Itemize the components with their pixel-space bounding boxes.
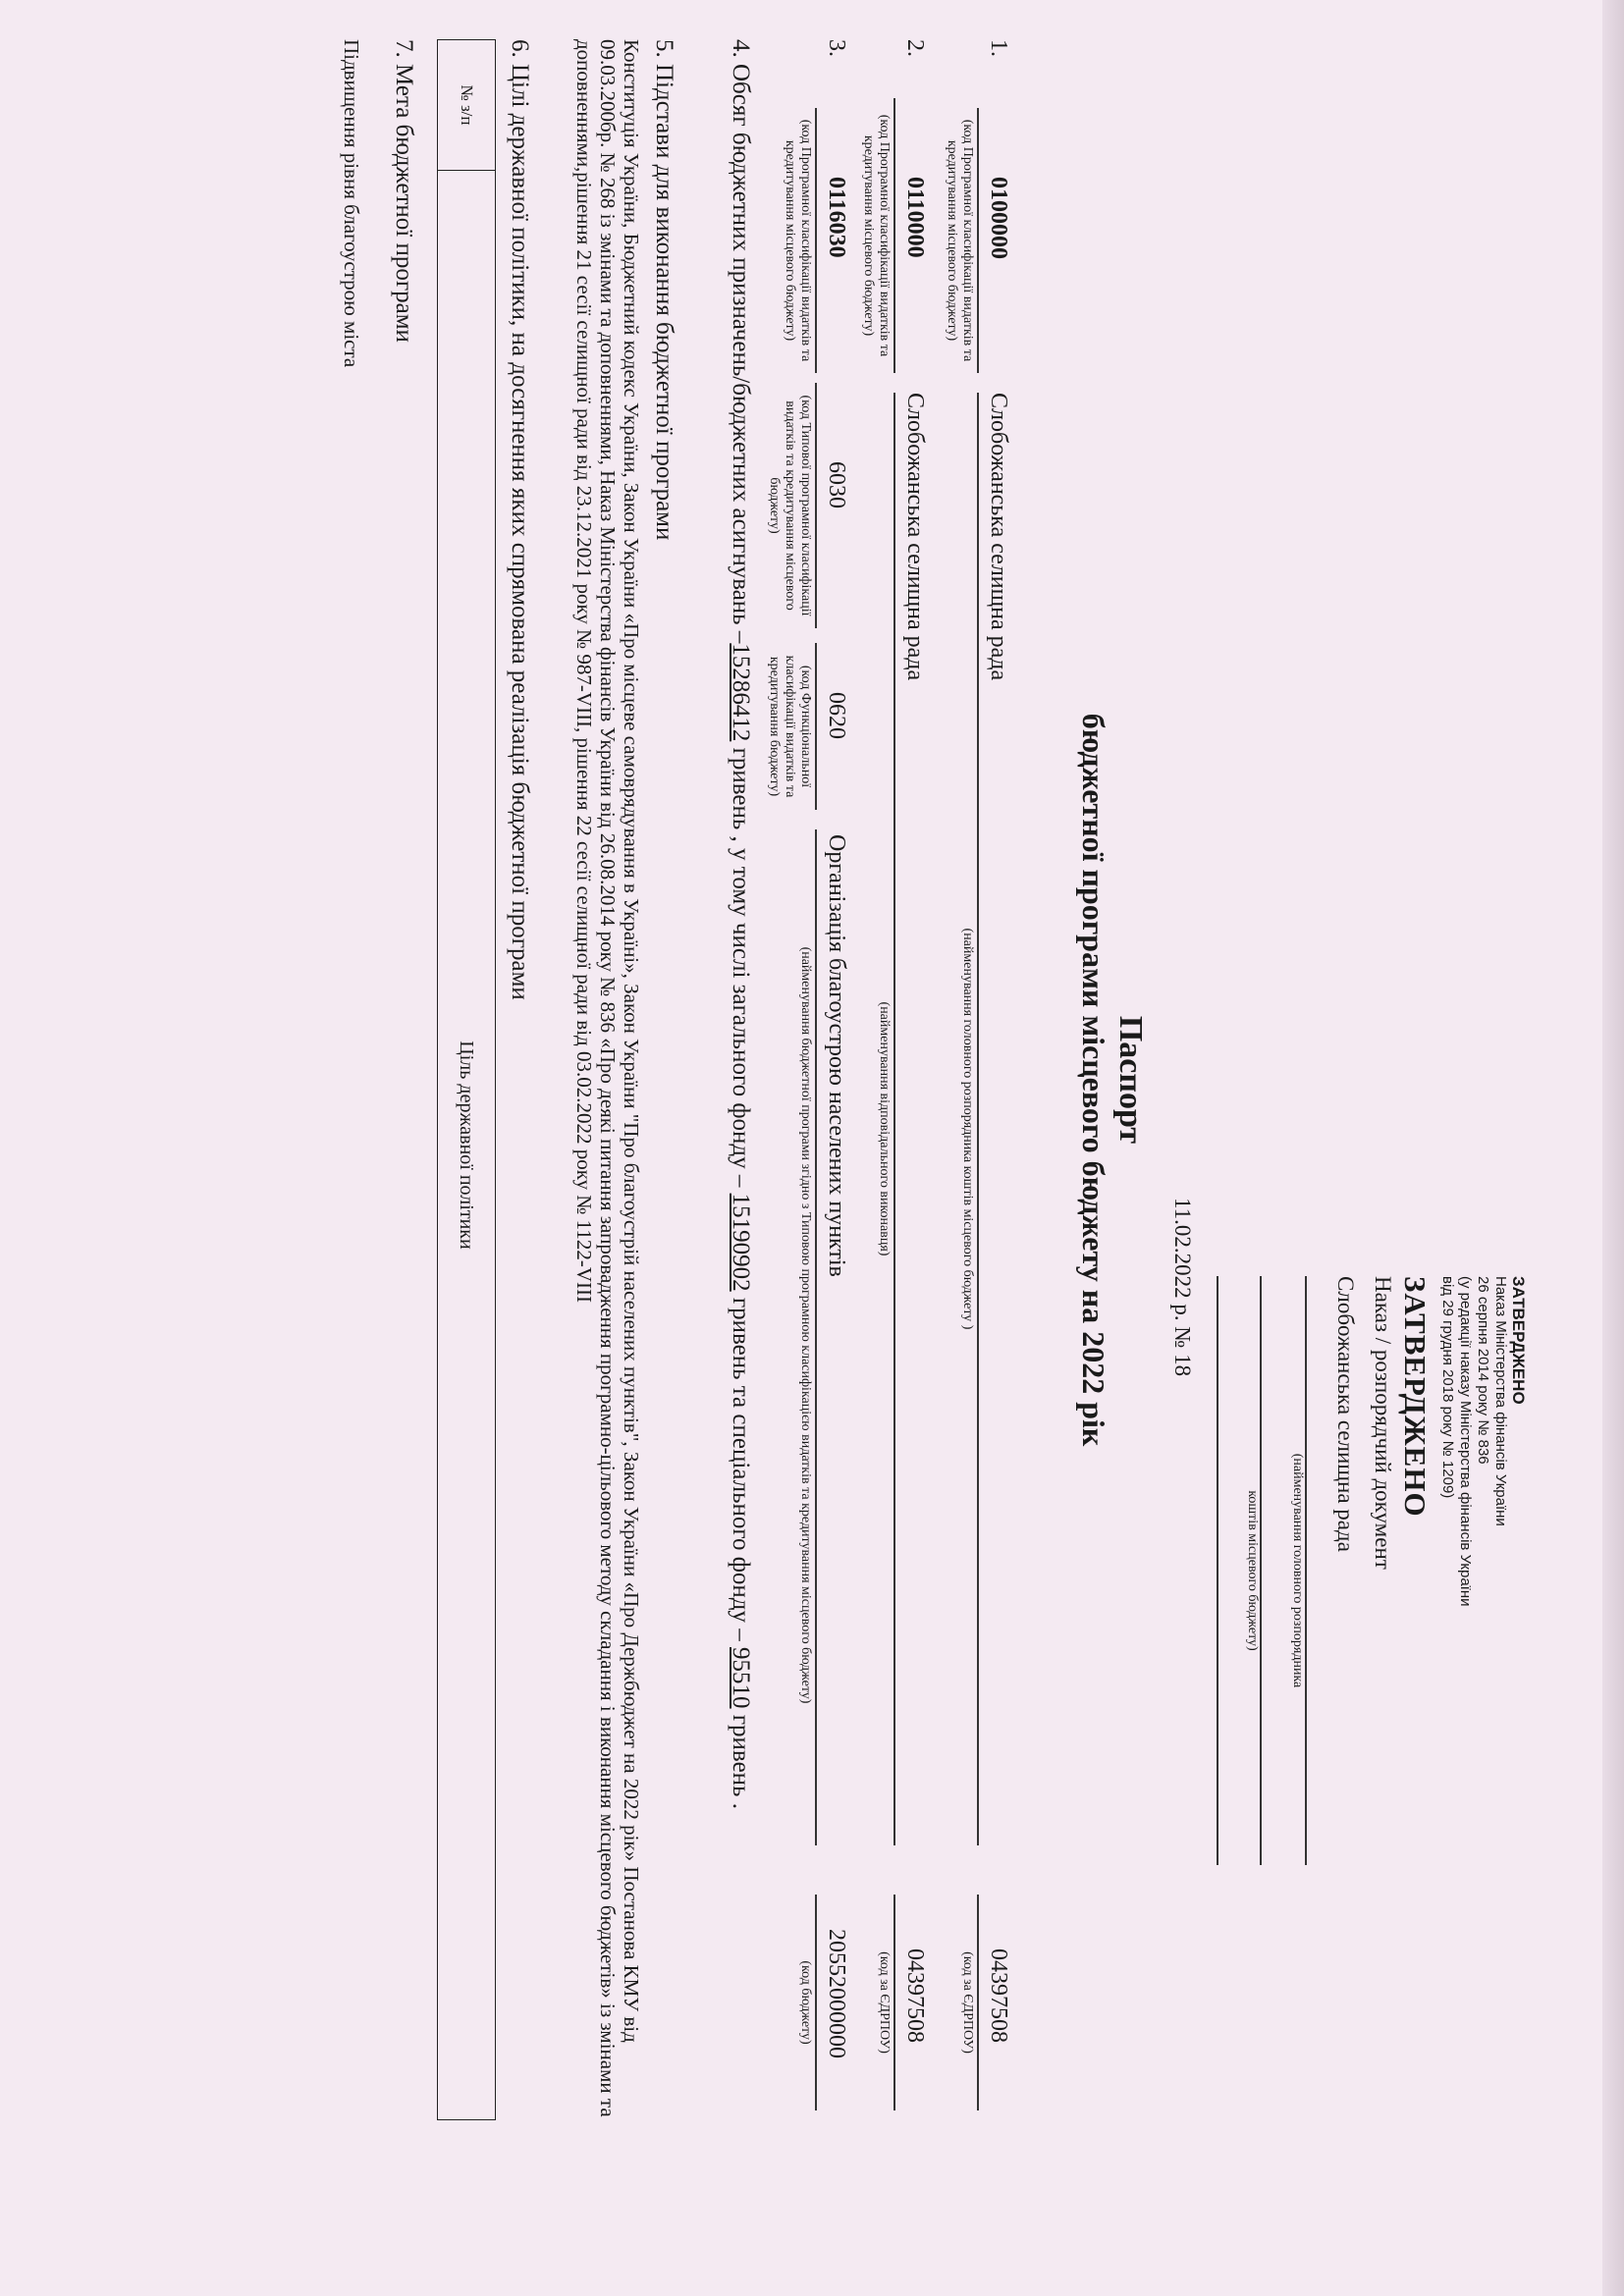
row-2-number: 2. <box>902 39 928 57</box>
section-7-heading: 7. Мета бюджетної програми <box>391 39 417 343</box>
row-1-code-caption: (код Програмної класифікації видатків та кредитування місцевого бюджету) <box>945 119 975 362</box>
stamp-line: (у редакції наказу Міністерства фінансів України <box>1457 1276 1474 1607</box>
general-fund-amount: 15190902 <box>728 1193 754 1292</box>
row-2-name: Слобожанська селищна рада <box>902 393 928 681</box>
row-3-func-code: 0620 <box>824 692 849 739</box>
approval-stamp <box>1438 1276 1527 1904</box>
row-3-budget-caption: (код бюджету) <box>798 1960 813 2045</box>
stamp-title: ЗАТВЕРДЖЕНО <box>1509 1276 1528 1405</box>
section-4-mid1: гривень , у тому числі загального фонду – <box>728 741 754 1194</box>
row-3-typical-caption: (код Типової програмної класифікації видатків та кредитування місцевого бюджету) <box>767 395 813 616</box>
org-rule <box>1305 1276 1307 1865</box>
row-3-name-caption: (найменування бюджетної програми згідно з Типовою програмною класифікацією видатків та кредитування місцевого бюджету) <box>798 946 813 1704</box>
row-2-code: 0110000 <box>902 177 928 258</box>
row-2-edrpou-rule <box>893 1895 895 2110</box>
approval-block <box>1169 1198 1528 1904</box>
row-3-typical-rule <box>815 383 817 628</box>
goal-col-num: № з/п <box>438 40 496 171</box>
document-title <box>1075 687 1149 1472</box>
row-2-edrpou-caption: (код за ЄДРПОУ) <box>877 1951 892 2054</box>
row-1-code: 0100000 <box>986 177 1011 259</box>
goal-table <box>437 39 496 2120</box>
row-2-name-caption: (найменування відповідального виконавця) <box>877 1001 892 1256</box>
section-7-text: Підвищення рівня благоустрою міста <box>340 39 363 368</box>
row-2-name-rule <box>893 393 895 1845</box>
row-1-edrpou: 04397508 <box>986 1949 1011 2043</box>
row-3-func-rule <box>815 643 817 810</box>
row-1-edrpou-caption: (код за ЄДРПОУ) <box>960 1951 975 2054</box>
row-3-budget-code: 20552000000 <box>824 1929 849 2058</box>
section-6-heading: 6. Цілі державної політики, на досягнення яких спрямована реалізація бюджетної програми <box>507 39 533 1000</box>
row-3-number: 3. <box>824 39 849 57</box>
org-caption: (найменування головного розпорядника <box>1290 1453 1305 1688</box>
title-subtitle: бюджетної програми місцевого бюджету на 2022 рік <box>1076 713 1111 1447</box>
stamp-line: 26 серпня 2014 року № 836 <box>1475 1276 1491 1465</box>
title-passport: Паспорт <box>1112 1015 1149 1145</box>
approved-heading: ЗАТВЕРДЖЕНО <box>1398 1276 1433 1518</box>
approval-organization: Слобожанська селищна рада <box>1333 1276 1358 1552</box>
stamp-line: від 29 грудня 2018 року № 1209) <box>1439 1276 1456 1499</box>
total-amount: 15286412 <box>728 643 754 742</box>
row-3-code-caption: (код Програмної класифікації видатків та кредитування місцевого бюджету) <box>783 119 813 362</box>
row-3-name-rule <box>815 829 817 1845</box>
approval-date-number: 11.02.2022 р. № 18 <box>1170 1198 1195 1377</box>
row-3-typical-code: 6030 <box>824 461 849 508</box>
date-rule <box>1217 1276 1218 1865</box>
row-3-code: 0116030 <box>824 177 849 258</box>
section-5-text: Конституція України, Бюджетний кодекс України, Закон України «Про місцеве самоврядування в Україні», Закон України "Про благоустрій населених пунктів", Закон України «Про Держбюджет на 2022 рік» Постанова КМУ від 09.03.200бр. № 268 із змінами та доповненнями, Наказ Міністерства фінансів України від 26.08.2014 року № 836 «Про деякі питання запровадження програмно-цільового методу складання і виконання місцевого бюджетів» із змінами та доповненнями,рішення 21 сесії селищної ради від 23.12.2021 року № 987-VІІІ, рішення 22 сесії селищної ради від 03.02.2022 року № 1122-VІІІ <box>572 39 643 2117</box>
row-1-number: 1. <box>986 39 1011 57</box>
row-3-name: Організація благоустрою населених пунктів <box>824 834 849 1277</box>
row-2-code-rule <box>893 98 895 373</box>
row-1-name-caption: (найменування головного розпорядника коштів місцевого бюджету ) <box>960 928 975 1330</box>
scan-edge <box>1602 0 1624 2296</box>
section-4-suffix: гривень . <box>728 1708 754 1809</box>
document-sheet <box>142 0 1596 2160</box>
section-4-prefix: 4. Обсяг бюджетних призначень/бюджетних асигнувань – <box>728 39 754 644</box>
row-3-budget-rule <box>815 1895 817 2110</box>
row-1-name: Слобожанська селищна рада <box>986 393 1011 681</box>
stamp-line: Наказ Міністерства фінансів України <box>1492 1276 1509 1526</box>
row-3-code-rule <box>815 108 817 373</box>
row-1-edrpou-rule <box>977 1895 979 2110</box>
row-1-code-rule <box>977 108 979 373</box>
row-1-name-rule <box>977 393 979 1845</box>
org-caption-2: коштів місцевого бюджету) <box>1245 1490 1260 1651</box>
goal-table-header <box>438 40 496 2120</box>
row-2-code-caption: (код Програмної класифікації видатків та кредитування місцевого бюджету) <box>861 114 892 357</box>
row-2-edrpou: 04397508 <box>902 1949 928 2043</box>
order-line: Наказ / розпорядчий документ <box>1371 1276 1395 1570</box>
goal-col-goal: Ціль державної політики <box>438 171 496 2120</box>
section-4-mid2: гривень та спеціального фонду – <box>728 1291 754 1641</box>
section-5-heading: 5. Підстави для виконання бюджетної програми <box>651 39 677 541</box>
row-3-func-caption: (код Функціональної класифікації видатків та кредитування бюджету) <box>767 655 813 798</box>
section-4-amounts <box>725 39 756 2120</box>
org-rule-2 <box>1260 1276 1262 1865</box>
special-fund-amount: 95510 <box>728 1647 754 1709</box>
